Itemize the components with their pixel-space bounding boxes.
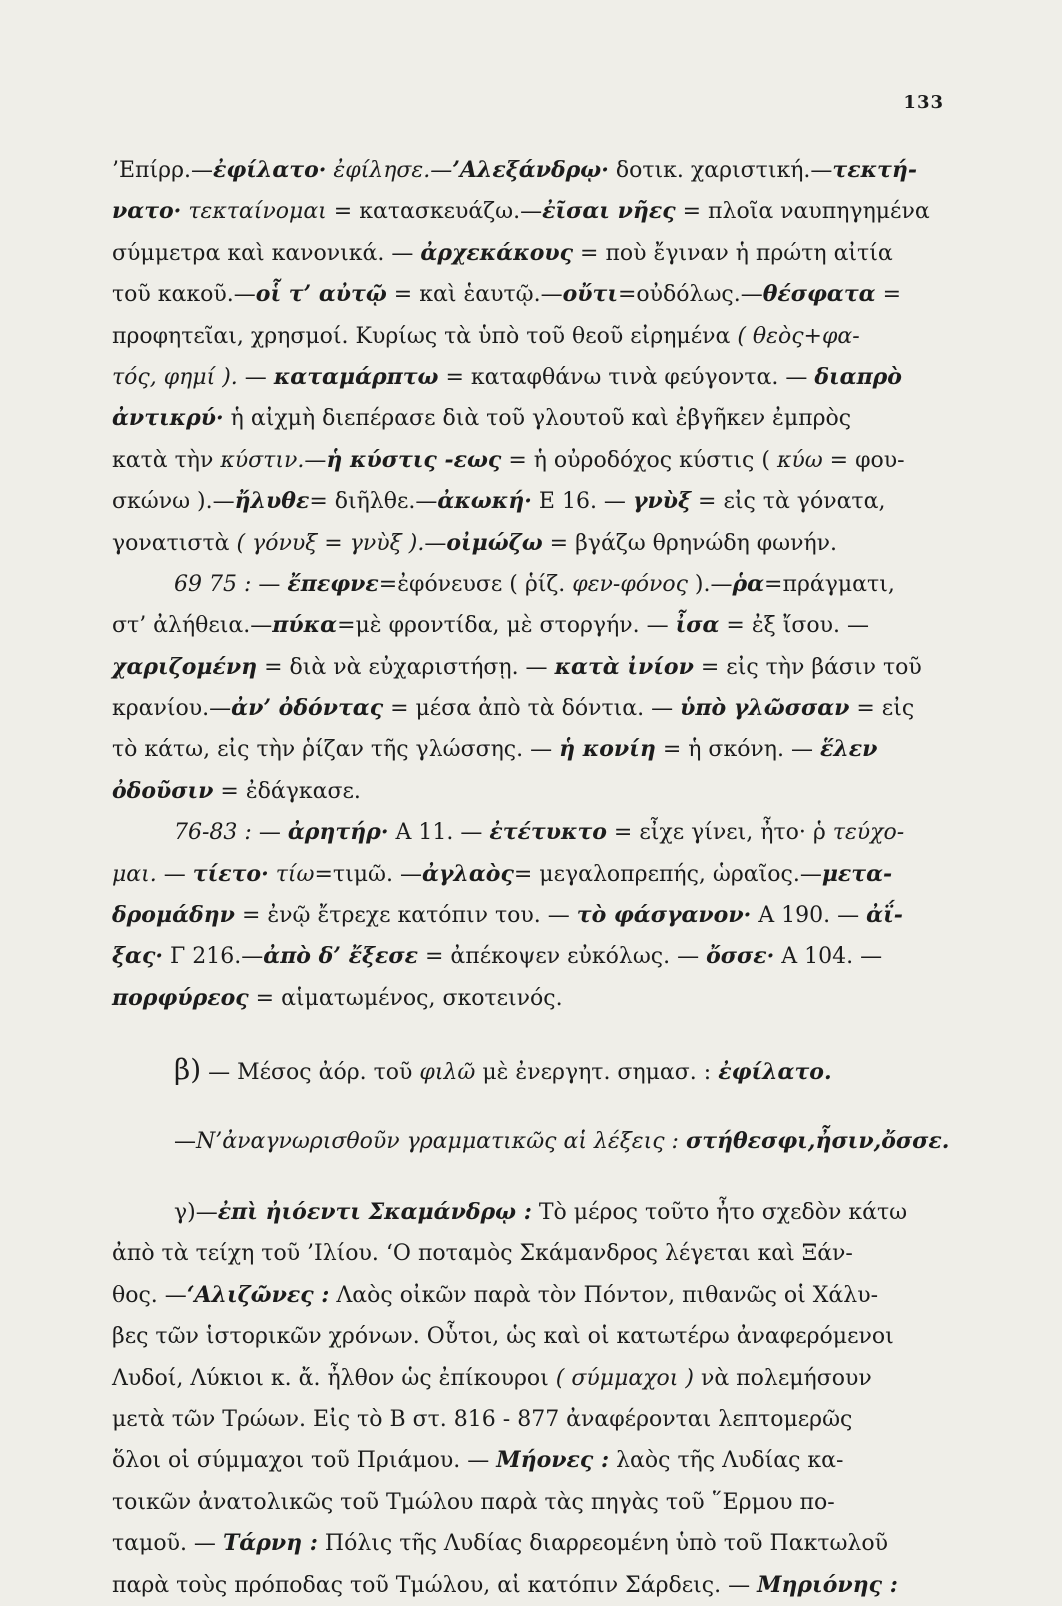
text-run [269,862,276,887]
text-run: =τιμῶ. — [314,861,422,887]
lemma-term: διαπρὸ [814,363,902,390]
text-line [112,191,950,232]
text-line [112,895,950,936]
text-run: τὸ κάτω, εἰς τὴν ῥίζαν τῆς γλώσσης. — [112,737,560,763]
lemma-term: ἕλεν [819,736,878,763]
text-run: ἡ αἰχμὴ διεπέρασε διὰ τοῦ γλουτοῦ καὶ ἐβγῆκεν ἐμπρὸς [223,406,852,432]
lemma-term: ἤλυθε [234,488,310,515]
text-line [112,1482,950,1523]
text-run: Α 104. — [774,944,883,970]
text-run: ’Επίρρ.— [112,158,213,183]
italic-run: ἐφίλησε.— [333,158,453,183]
section-gamma [112,1192,950,1606]
text-run: =πράγματι, [764,571,895,597]
lemma-term: ἀΐ- [866,902,903,929]
text-line [112,1523,950,1564]
text-run: κρανίου.— [112,696,232,722]
text-line [112,1358,950,1399]
text-run: γ)— [174,1199,218,1225]
lemma-term: ’Αλεξάνδρῳ· [452,157,609,183]
text-run: Α 11. — [388,820,490,846]
section-beta-line [112,1049,950,1090]
italic-run: φιλῶ [419,1060,476,1086]
text-run: = καταφθάνω τινὰ φεύγοντα. — [438,364,815,390]
italic-run: τίω [275,861,315,887]
text-run: = φου- [822,447,905,473]
text-run: μὲ ἐνεργητ. σημασ. : [475,1060,719,1086]
text-run: βες τῶν ἱστορικῶν χρόνων. Οὗτοι, ὡς καὶ οἱ κατωτέρω ἀναφερόμενοι [112,1324,894,1350]
lemma-term: ἔπεφνε [287,570,379,597]
text-line [112,233,950,274]
text-run: τοῦ κακοῦ.— [112,282,256,308]
italic-run: 76-83 : [174,820,252,846]
text-run: = βγάζω θρηνώδη φωνήν. [542,530,838,556]
text-line [112,481,950,522]
text-run: ἀπὸ τὰ τείχη τοῦ ’Ιλίου. ‘Ο ποταμὸς Σκάμανδρος λέγεται καὶ Ξάν- [112,1241,853,1267]
text-run: = ἀπέκοψεν εὐκόλως. — [418,944,707,970]
text-line [112,1192,950,1233]
text-line [112,647,950,688]
text-run: στ’ ἀλήθεια.— [112,613,273,639]
lemma-term: ἡ κύστις -εως [326,446,502,473]
text-line [112,150,950,191]
text-line [112,605,950,646]
commentary-text [112,150,950,1606]
italic-run: τεκταίνομαι [188,199,327,225]
page-number: 133 [903,92,944,113]
text-line [112,936,950,977]
lemma-term: Μήονες : [496,1447,610,1474]
text-run: Ε 16. — [531,489,633,515]
text-line [112,729,950,770]
text-run: παρὰ τοὺς πρόποδας τοῦ Τμώλου, αἱ κατόπιν Σάρδεις. — [112,1572,758,1598]
text-run: — [156,861,193,887]
text-run: προφητεῖαι, χρησμοί. Κυρίως τὰ ὑπὸ τοῦ θεοῦ εἰρημένα [112,323,738,349]
lemma-term: τὸ φάσγανον· [576,902,752,929]
lemma-term: ἐτέτυκτο [489,819,607,846]
lemma-term: ἀκωκή· [437,488,532,515]
text-run: — [424,530,447,556]
text-line [112,357,950,398]
lemma-term: οἷ τ’ αὐτῷ [255,281,387,308]
text-line [112,1316,950,1357]
text-run: — Μέσος ἀόρ. τοῦ [201,1060,420,1086]
text-run: = ἡ οὐροδόχος κύστις ( [501,447,777,473]
text-run: Λυδοί, Λύκιοι κ. ἄ. ἦλθον ὡς ἐπίκουροι [112,1365,556,1391]
lemma-term: νατο· [112,198,182,225]
text-run: = διὰ νὰ εὐχαριστήσῃ. — [257,654,555,680]
section-beta [112,1049,950,1090]
lemma-term: πύκα [272,612,338,639]
text-line [112,316,950,357]
lemma-term: μετα- [821,860,893,887]
text-run: — [251,820,288,846]
text-run: ταμοῦ. — [112,1531,223,1557]
lemma-term: ξας· [112,943,164,970]
lemma-term: ‘Αλιζῶνες : [186,1281,330,1308]
text-run: ὅλοι οἱ σύμμαχοι τοῦ Πριάμου. — [112,1448,497,1474]
exercise-line [112,1121,950,1162]
text-run: = εἰς τὰ γόνατα, [691,489,886,515]
italic-run: κύστιν. [220,447,305,473]
text-run: = καὶ ἑαυτῷ.— [386,282,563,308]
text-run: νὰ πολεμήσουν [693,1365,872,1391]
lemma-term: χαριζομένη [112,653,258,680]
section-beta-exercise [112,1121,950,1162]
lemma-term: ἀρχεκάκους [420,239,574,266]
italic-run: ( σύμμαχοι ) [555,1365,694,1391]
lemma-term: Τάρνη : [222,1530,318,1557]
text-run: — [237,364,274,390]
text-run: = εἰς τὴν βάσιν τοῦ [693,654,922,680]
text-run: μετὰ τῶν Τρώων. Εἰς τὸ Β στ. 816 - 877 ἀναφέρονται λεπτομερῶς [112,1406,853,1432]
italic-run: φεν-φόνος [572,571,688,597]
lemma-term: ἀρητήρ· [287,819,389,846]
text-run: = πλοῖα ναυπηγημένα [675,199,930,225]
lemma-term: ὄσσε· [706,943,775,970]
text-line [112,440,950,481]
italic-run: ( θεὸς+φα- [737,323,860,349]
lemma-term: κατὰ ἰνίον [554,653,694,680]
text-run: λαὸς τῆς Λυδίας κα- [609,1448,844,1474]
text-line [112,398,950,439]
text-line [112,1440,950,1481]
lemma-term: οἰμώζω [446,529,543,556]
text-run: β) [174,1053,202,1087]
lemma-term: καταμάρπτω [273,363,439,390]
text-run [679,1129,686,1154]
lemma-term: ἀγλαὸς [421,860,514,887]
lemma-term: ἀντικρύ· [112,405,224,432]
text-line [112,1275,950,1316]
text-run: γονατιστὰ [112,530,237,556]
text-run: κατὰ τὴν [112,447,221,473]
italic-run: κύω [776,447,823,473]
text-run: — [251,571,288,597]
text-line [112,854,950,895]
text-run: = διῆλθε.— [309,489,438,515]
text-run: Πόλις τῆς Λυδίας διαρρεομένη ὑπὸ τοῦ Πακτωλοῦ [317,1531,888,1557]
lemma-term: ἶσα [675,612,720,639]
lemma-term: δρομάδην [112,902,235,929]
text-run: = ἐνῷ ἔτρεχε κατόπιν του. — [234,903,577,929]
italic-run: ( γόνυξ = γνὺξ ). [236,530,425,556]
lemma-term: Μηριόνης : [757,1571,898,1598]
lemma-term: οὔτι [562,281,618,308]
text-line [112,688,950,729]
lemma-term: ἀν’ ὀδόντας [231,695,384,722]
text-run: = ἐδάγκασε. [213,778,361,804]
lemma-term: τίετο· [192,860,269,887]
text-run: =μὲ φροντίδα, μὲ στοργήν. — [337,613,676,639]
text-line [112,564,950,605]
lemma-term: ὑπὸ γλῶσσαν [680,695,850,722]
text-run: τοικῶν ἀνατολικῶς τοῦ Τμώλου παρὰ τὰς πηγὰς τοῦ ῞Ερμου πο- [112,1489,835,1515]
text-run: = αἱματωμένος, σκοτεινός. [248,985,563,1011]
text-run: = ἡ σκόνη. — [655,737,820,763]
text-run: = κατασκευάζω.— [326,199,543,225]
text-run: — [304,447,327,473]
lemma-term: ἡ κονίη [559,736,656,763]
lemma-term: πορφύρεος [112,984,249,1011]
text-run: = ποὺ ἔγιναν ἡ πρώτη αἰτία [573,240,893,266]
italic-run: τεύχο- [832,820,905,846]
text-run: =οὐδόλως.— [618,282,763,308]
notes-block [112,150,950,1019]
text-run: δοτικ. χαριστική.— [608,158,833,183]
text-run: = μεγαλοπρεπής, ὡραῖος.— [513,861,822,887]
lemma-term: ἀπὸ δ’ ἔξεσε [263,943,418,970]
lemma-term: θέσφατα [762,281,876,308]
text-line [112,1399,950,1440]
text-run: Τὸ μέρος τοῦτο ἦτο σχεδὸν κάτω [531,1199,908,1225]
lemma-term: γνὺξ [632,488,692,515]
text-run: = ἐξ ἴσου. — [719,613,869,639]
text-run: = εἰς [849,696,915,722]
lemma-term: ῥα [732,570,765,597]
lemma-term: ἐῖσαι νῆες [542,198,676,225]
lemma-term: ἐφίλατο· [213,157,327,183]
italic-run: τός, φημί ). [112,364,238,390]
text-run: θος. — [112,1282,187,1308]
text-line [112,1233,950,1274]
text-run: Α 190. — [751,903,867,929]
text-run: =ἐφόνευσε ( ῥίζ. [378,571,573,597]
text-line [112,978,950,1019]
text-line [112,1565,950,1606]
text-run: σκώνω ).— [112,489,235,515]
lemma-term: ἐφίλατο. [718,1059,832,1086]
text-line [112,274,950,315]
text-run: Λαὸς οἰκῶν παρὰ τὸν Πόντον, πιθανῶς οἱ Χάλυ- [329,1282,879,1308]
lemma-term: τεκτή- [832,157,917,183]
text-run: = εἶχε γίνει, ἦτο· ῥ [606,820,833,846]
text-line [112,771,950,812]
text-run: = [875,282,902,308]
lemma-term: στήθεσφι,ἦσιν,ὄσσε. [685,1127,950,1154]
text-line [112,523,950,564]
lemma-term: ὀδοῦσιν [112,777,214,804]
text-run: — [174,1128,196,1154]
text-run: Γ 216.— [163,944,264,970]
italic-run: μαι. [112,861,157,887]
italic-run: Ν’ἀναγνωρισθοῦν γραμματικῶς αἱ λέξεις : [196,1128,679,1154]
text-run: σύμμετρα καὶ κανονικά. — [112,240,421,266]
text-line [112,812,950,853]
lemma-term: ἐπὶ ἠιόεντι Σκαμάνδρῳ : [217,1198,532,1225]
text-run: ).— [687,571,733,597]
italic-run: 69 75 : [174,571,252,597]
text-run: = μέσα ἀπὸ τὰ δόντια. — [383,696,681,722]
